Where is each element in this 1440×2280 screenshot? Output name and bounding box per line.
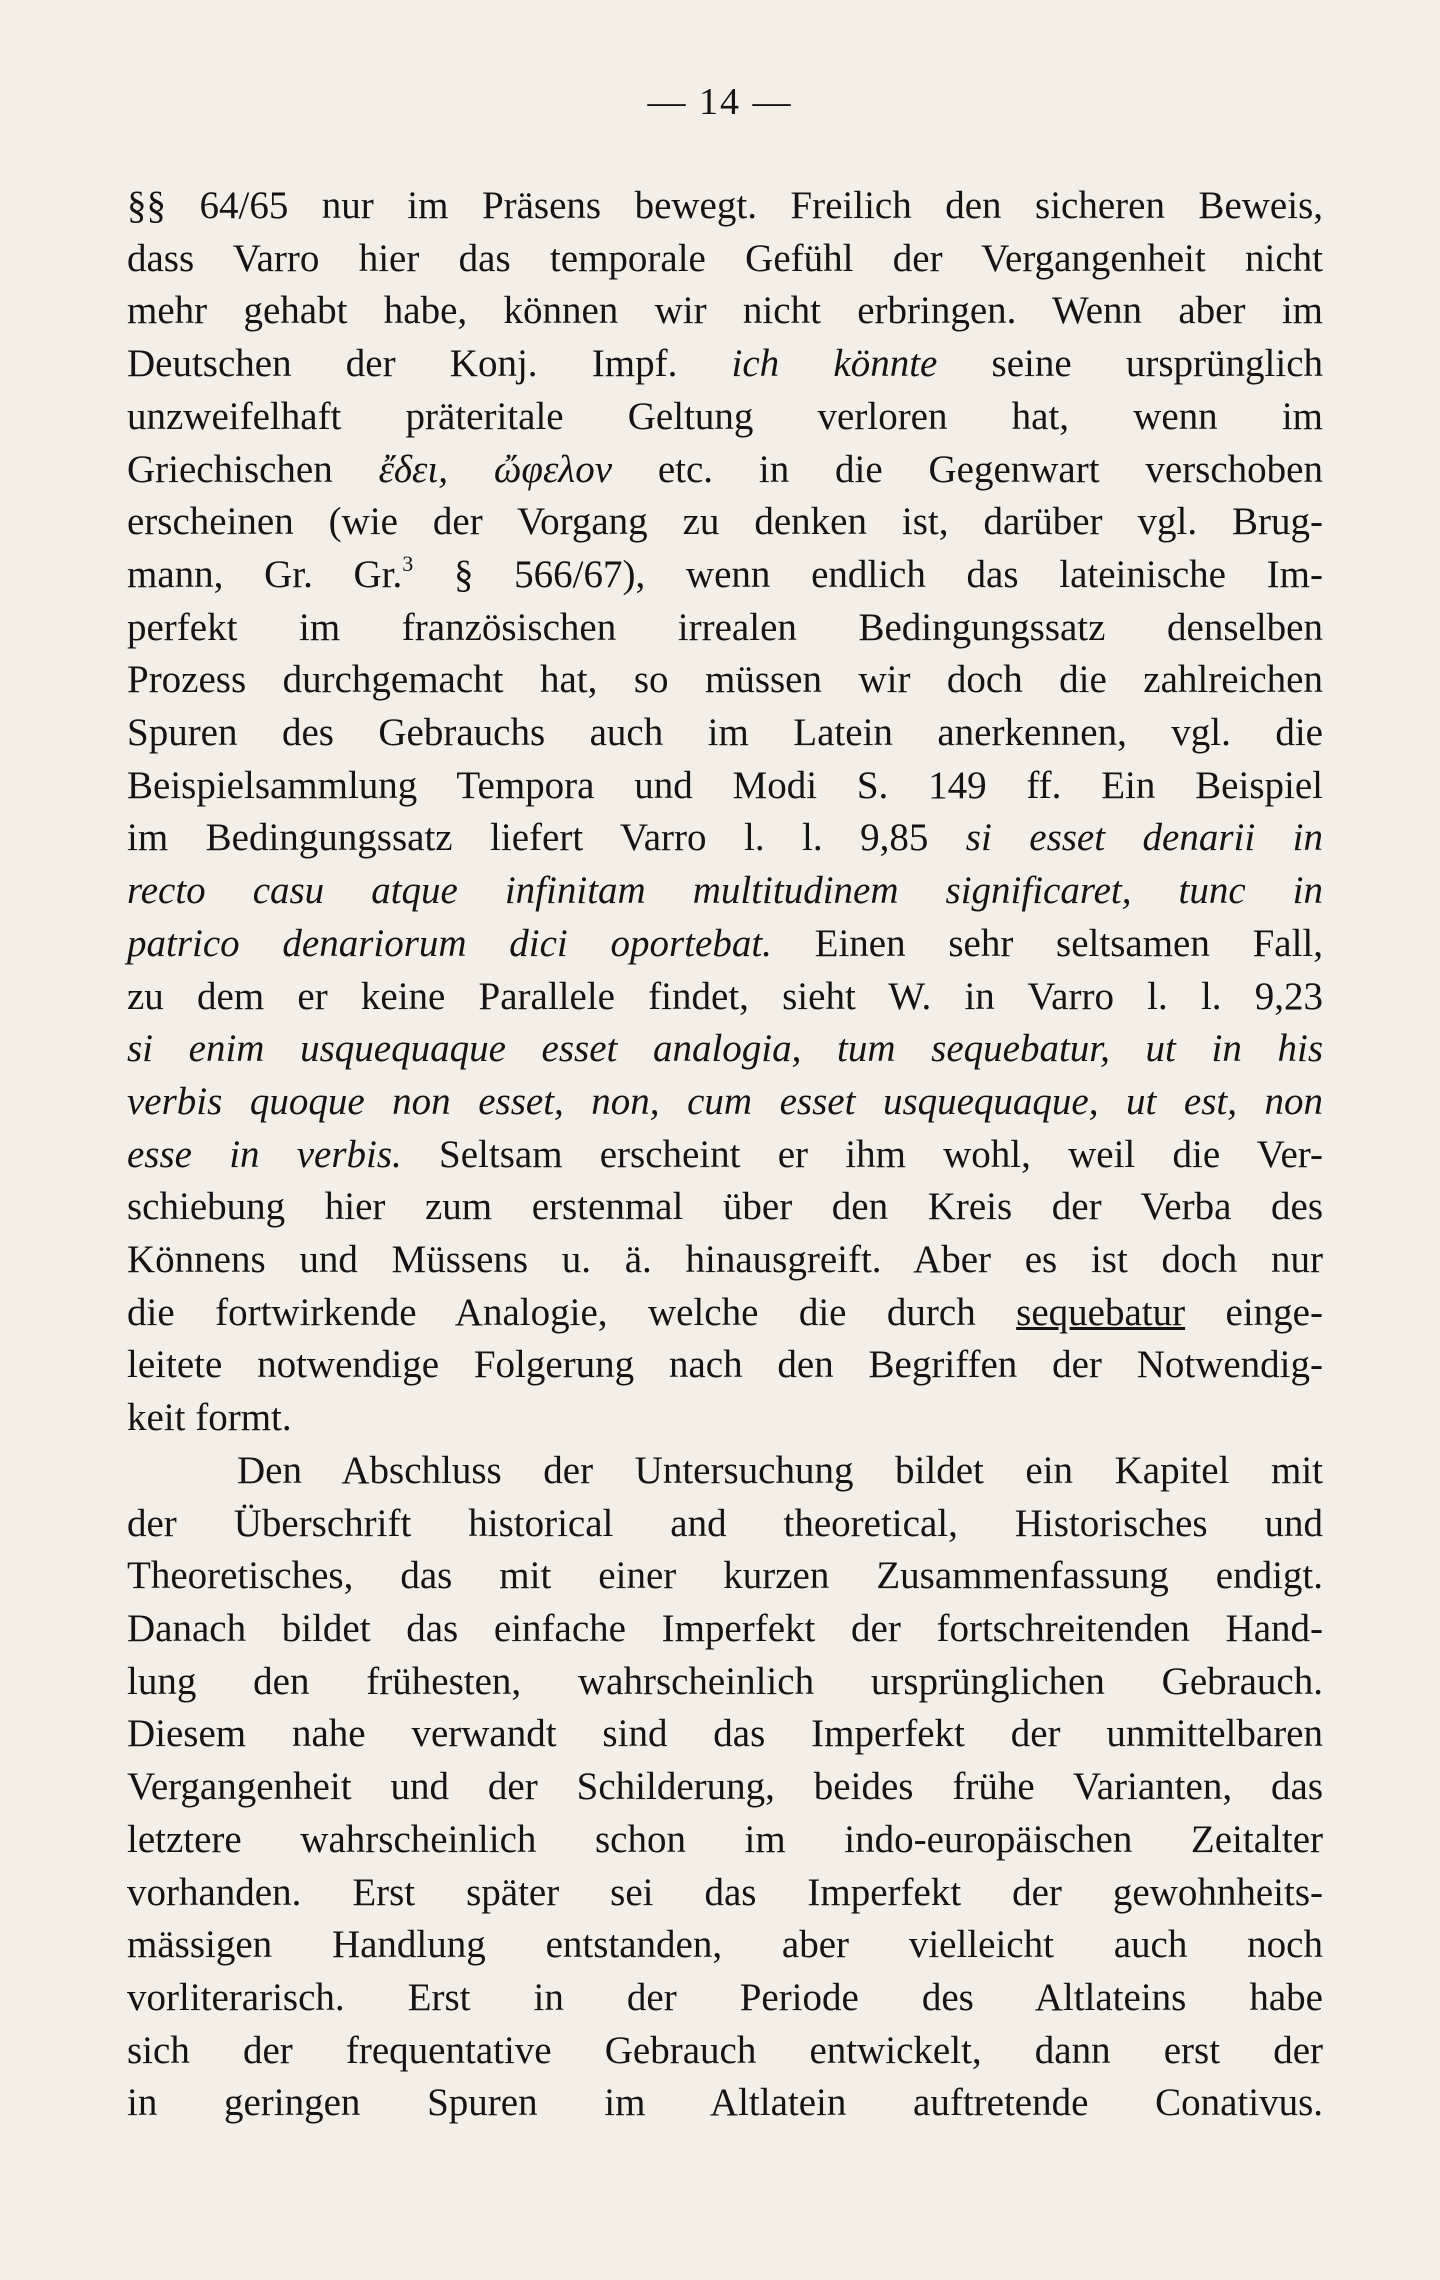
text-line: der Überschrift historical and theoretical, Historisches und [127, 1501, 1323, 1545]
text-line: Theoretisches, das mit einer kurzen Zusammenfassung endigt. [127, 1554, 1323, 1598]
text-line: patrico denariorum dici oportebat. Einen sehr seltsamen Fall, [127, 921, 1324, 965]
paragraph-1 [127, 180, 1323, 1445]
text-line: in geringen Spuren im Altlatein auftretende Conativus. [127, 2081, 1323, 2125]
text-line: letztere wahrscheinlich schon im indo-europäischen Zeitalter [127, 1817, 1323, 1861]
text-line: im Bedingungssatz liefert Varro l. l. 9,85 si esset denarii in [127, 816, 1323, 860]
text-line: Prozess durchgemacht hat, so müssen wir doch die zahlreichen [127, 658, 1323, 702]
text-line: mann, Gr. Gr.$^3$ § 566/67), wenn endlich das lateinische Im- [127, 550, 1323, 596]
text-line: Spuren des Gebrauchs auch im Latein anerkennen, vgl. die [127, 711, 1323, 755]
text-line: Deutschen der Konj. Impf. ich könnte seine ursprünglich [127, 342, 1324, 386]
text-line: die fortwirkende Analogie, welche die durch sequebatur einge- [127, 1290, 1323, 1334]
text-line: perfekt im französischen irrealen Bedingungssatz denselben [127, 605, 1323, 649]
text-line: erscheinen (wie der Vorgang zu denken ist, darüber vgl. Brug- [127, 500, 1323, 544]
text-line: recto casu atque infinitam multitudinem significaret, tunc in [127, 869, 1323, 913]
text-line: keit formt. [127, 1396, 292, 1440]
text-line: vorhanden. Erst später sei das Imperfekt der gewohnheits- [127, 1870, 1323, 1914]
text-line: Diesem nahe verwandt sind das Imperfekt der unmittelbaren [127, 1712, 1323, 1756]
text-line: Danach bildet das einfache Imperfekt der fortschreitenden Hand- [127, 1606, 1323, 1650]
text-line: Beispielsammlung Tempora und Modi S. 149 ff. Ein Beispiel [127, 763, 1323, 807]
page-number: — 14 — [647, 81, 793, 123]
text-line: sich der frequentative Gebrauch entwickelt, dann erst der [127, 2028, 1323, 2072]
text-line: leitete notwendige Folgerung nach den Begriffen der Notwendig- [127, 1343, 1323, 1387]
text-line: vorliterarisch. Erst in der Periode des Altlateins habe [127, 1975, 1323, 2019]
body-text [127, 180, 1323, 2130]
text-line: verbis quoque non esset, non, cum esset usquequaque, ut est, non [127, 1079, 1323, 1123]
text-line: Den Abschluss der Untersuchung bildet ein Kapitel mit [237, 1448, 1323, 1492]
text-line: dass Varro hier das temporale Gefühl der Vergangenheit nicht [127, 236, 1323, 280]
text-line: Vergangenheit und der Schilderung, beides frühe Varianten, das [127, 1765, 1323, 1809]
text-line: esse in verbis. Seltsam erscheint er ihm wohl, weil die Ver- [127, 1132, 1323, 1176]
text-line: mehr gehabt habe, können wir nicht erbringen. Wenn aber im [127, 289, 1323, 333]
text-line: unzweifelhaft präteritale Geltung verloren hat, wenn im [127, 394, 1323, 438]
text-line: zu dem er keine Parallele findet, sieht W. in Varro l. l. 9,23 [127, 974, 1323, 1018]
text-line: lung den frühesten, wahrscheinlich ursprünglichen Gebrauch. [127, 1659, 1323, 1703]
text-line: si enim usquequaque esset analogia, tum sequebatur, ut in his [127, 1027, 1323, 1071]
text-line: §§ 64/65 nur im Präsens bewegt. Freilich den sicheren Beweis, [127, 184, 1323, 227]
text-line: Griechischen ἔδει, ὤφελον etc. in die Gegenwart verschoben [127, 447, 1323, 491]
text-line: Könnens und Müssens u. ä. hinausgreift. Aber es ist doch nur [127, 1238, 1323, 1282]
text-line: schiebung hier zum erstenmal über den Kreis der Verba des [127, 1185, 1323, 1229]
paragraph-2 [127, 1445, 1323, 2130]
text-line: mässigen Handlung entstanden, aber vielleicht auch noch [127, 1923, 1323, 1967]
